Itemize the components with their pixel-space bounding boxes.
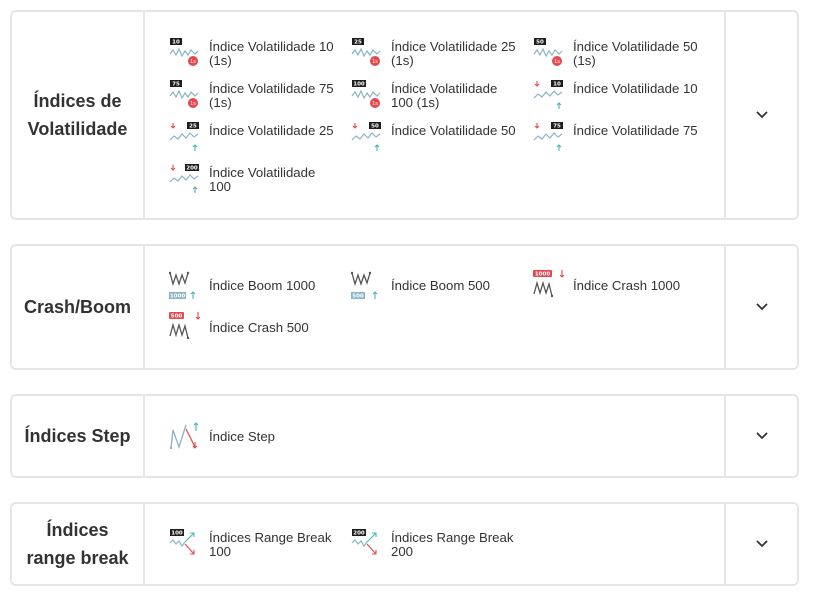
svg-text:100: 100 (171, 530, 183, 537)
svg-text:25: 25 (354, 39, 362, 46)
svg-text:1000: 1000 (534, 271, 551, 278)
expand-button[interactable] (724, 246, 797, 368)
market-item-label: Índices Range Break 100 (209, 530, 332, 559)
market-item-range-break-200[interactable] (351, 531, 516, 559)
svg-text:200: 200 (353, 530, 365, 537)
boom-icon (169, 270, 201, 300)
chevron-down-icon (756, 303, 768, 311)
volatility-icon (533, 80, 565, 110)
svg-text:1s: 1s (372, 59, 378, 65)
market-item-label: Índice Volatilidade 50 (391, 123, 516, 138)
market-item-label: Índice Volatilidade 75 (1s) (209, 81, 334, 110)
expand-button[interactable] (724, 396, 797, 476)
category-title (12, 12, 145, 218)
chevron-down-icon (756, 540, 768, 548)
market-item-crash1000[interactable] (533, 272, 680, 300)
svg-text:10: 10 (172, 39, 180, 46)
svg-text:1000: 1000 (169, 293, 186, 300)
market-item-vol75[interactable] (533, 124, 698, 152)
volatility-icon (351, 122, 383, 152)
svg-text:1s: 1s (554, 59, 560, 65)
expand-button[interactable] (724, 504, 797, 584)
svg-text:1s: 1s (190, 59, 196, 65)
market-item-vol50[interactable] (351, 124, 516, 152)
svg-text:100: 100 (353, 81, 365, 88)
category-title (12, 396, 145, 476)
volatility-1s-icon (351, 80, 383, 110)
category-title (12, 246, 145, 368)
svg-text:10: 10 (553, 81, 561, 88)
category-title-text: Crash/Boom (23, 297, 131, 317)
market-item-label: Índice Volatilidade 25 (209, 123, 334, 138)
market-category-range-break (10, 502, 799, 586)
market-item-label: Índice Boom 500 (391, 278, 490, 293)
volatility-1s-icon (533, 38, 565, 68)
chevron-down-icon (756, 111, 768, 119)
crash-icon (533, 270, 565, 300)
market-category-crash-boom (10, 244, 799, 370)
market-item-label: Índice Volatilidade 25 (1s) (391, 39, 516, 68)
svg-text:1s: 1s (372, 101, 378, 107)
range-break-icon (351, 529, 383, 559)
market-item-vol25-1s[interactable] (351, 40, 516, 68)
market-item-vol100-1s[interactable] (351, 82, 516, 110)
volatility-icon (169, 164, 201, 194)
market-item-crash500[interactable] (169, 314, 309, 342)
market-item-label: Índice Volatilidade 100 (1s) (391, 81, 498, 110)
market-item-step[interactable] (169, 423, 275, 451)
market-item-range-break-100[interactable] (169, 531, 334, 559)
market-item-boom500[interactable] (351, 272, 490, 300)
crash-icon (169, 312, 201, 342)
market-item-label: Índice Volatilidade 10 (573, 81, 698, 96)
volatility-1s-icon (169, 38, 201, 68)
volatility-1s-icon (169, 80, 201, 110)
volatility-icon (533, 122, 565, 152)
svg-text:1s: 1s (190, 101, 196, 107)
market-item-label: Índices Range Break 200 (391, 530, 514, 559)
market-item-label: Índice Boom 1000 (209, 278, 316, 293)
expand-button[interactable] (724, 12, 797, 218)
category-title-text: Índices range break (26, 520, 129, 568)
market-category-step (10, 394, 799, 478)
svg-text:75: 75 (553, 123, 561, 130)
market-item-label: Índice Crash 1000 (573, 278, 681, 293)
svg-text:200: 200 (186, 165, 198, 172)
step-icon (169, 421, 201, 451)
svg-text:25: 25 (189, 123, 197, 130)
category-title (12, 504, 145, 584)
market-item-vol25[interactable] (169, 124, 334, 152)
market-item-vol10-1s[interactable] (169, 40, 334, 68)
category-title-text: Índices de Volatilidade (27, 91, 128, 139)
market-item-label: Índice Volatilidade 10 (1s) (209, 39, 334, 68)
chevron-down-icon (756, 432, 768, 440)
market-item-vol10[interactable] (533, 82, 698, 110)
market-category-volatility (10, 10, 799, 220)
svg-text:75: 75 (172, 81, 180, 88)
category-title-text: Índices Step (24, 426, 131, 446)
range-break-icon (169, 529, 201, 559)
market-item-boom1000[interactable] (169, 272, 315, 300)
market-item-label: Índice Volatilidade 100 (209, 165, 316, 194)
market-item-label: Índice Crash 500 (209, 320, 309, 335)
svg-text:500: 500 (352, 293, 364, 300)
boom-icon (351, 270, 383, 300)
market-item-vol75-1s[interactable] (169, 82, 334, 110)
svg-text:500: 500 (170, 313, 183, 320)
market-item-label: Índice Volatilidade 50 (1s) (573, 39, 698, 68)
market-item-vol100[interactable] (169, 166, 334, 194)
svg-text:50: 50 (371, 123, 379, 130)
volatility-1s-icon (351, 38, 383, 68)
volatility-icon (169, 122, 201, 152)
market-item-vol50-1s[interactable] (533, 40, 698, 68)
market-item-label: Índice Step (209, 429, 275, 444)
market-item-label: Índice Volatilidade 75 (573, 123, 698, 138)
svg-text:50: 50 (536, 39, 544, 46)
